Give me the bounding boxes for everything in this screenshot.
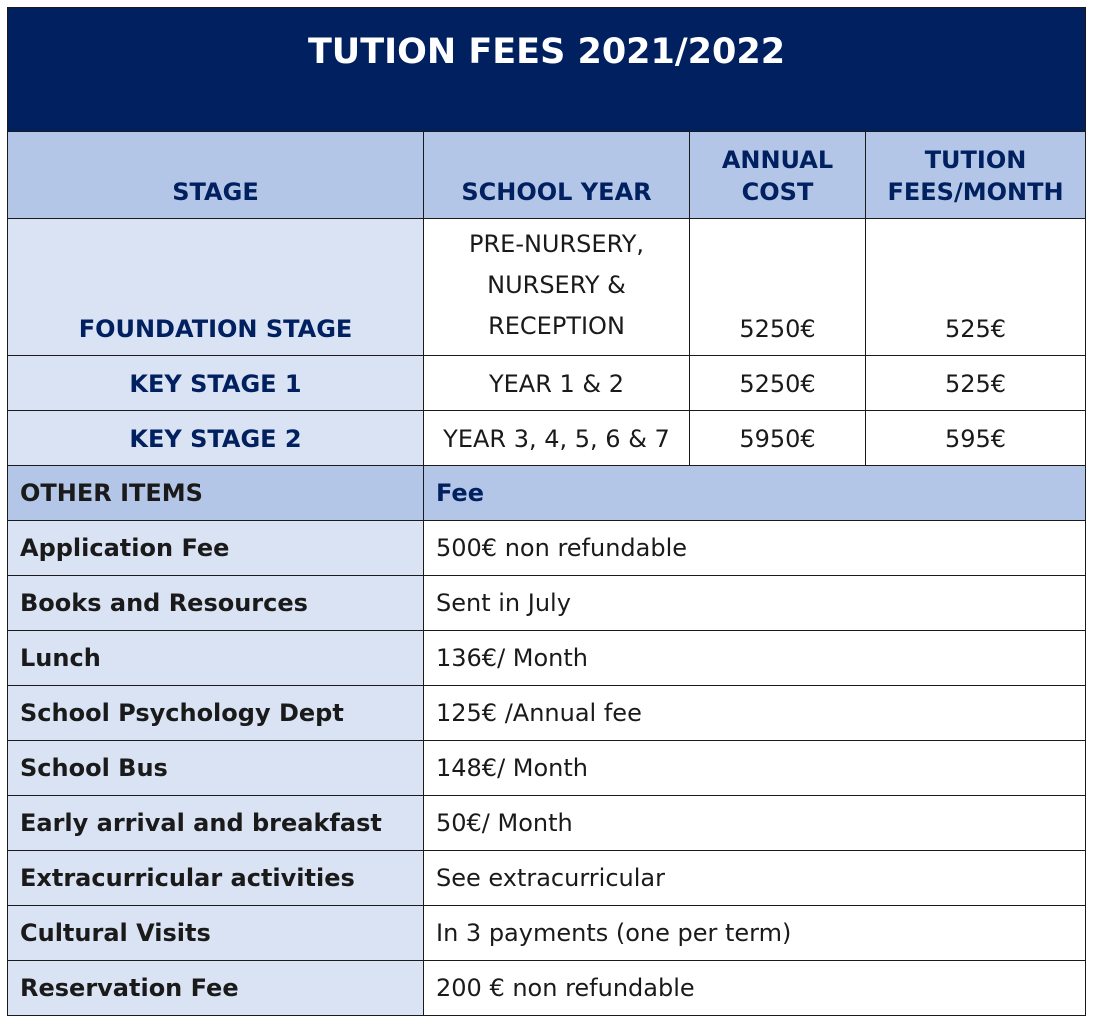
header-school-year: SCHOOL YEAR [424,132,690,219]
stage-school-year: YEAR 3, 4, 5, 6 & 7 [424,411,690,466]
item-fee: 500€ non refundable [424,521,1086,576]
item-label: Application Fee [8,521,424,576]
item-label: Books and Resources [8,576,424,631]
item-fee: See extracurricular [424,851,1086,906]
stage-name: KEY STAGE 1 [8,356,424,411]
stage-monthly-fee: 595€ [866,411,1086,466]
item-label: Early arrival and breakfast [8,796,424,851]
other-item-row [8,521,1086,576]
header-stage: STAGE [8,132,424,219]
item-label: Cultural Visits [8,906,424,961]
other-item-row [8,796,1086,851]
other-item-row [8,631,1086,686]
item-fee: 136€/ Month [424,631,1086,686]
stage-annual-cost: 5250€ [690,219,866,356]
item-fee: 125€ /Annual fee [424,686,1086,741]
stage-school-year: YEAR 1 & 2 [424,356,690,411]
item-fee: Sent in July [424,576,1086,631]
item-fee: 50€/ Month [424,796,1086,851]
page-title: TUTION FEES 2021/2022 [8,8,1086,132]
header-annual-cost: ANNUAL COST [690,132,866,219]
item-fee: In 3 payments (one per term) [424,906,1086,961]
other-item-row [8,851,1086,906]
other-item-row [8,741,1086,796]
other-item-row [8,961,1086,1016]
stage-annual-cost: 5250€ [690,356,866,411]
item-label: Extracurricular activities [8,851,424,906]
item-label: School Psychology Dept [8,686,424,741]
item-fee: 148€/ Month [424,741,1086,796]
stage-monthly-fee: 525€ [866,219,1086,356]
stage-annual-cost: 5950€ [690,411,866,466]
stage-row-foundation [8,219,1086,356]
header-row [8,132,1086,219]
item-label: Reservation Fee [8,961,424,1016]
fee-header: Fee [424,466,1086,521]
fees-table [7,7,1086,1016]
other-item-row [8,906,1086,961]
tuition-fees-sheet [7,7,1085,1016]
item-label: Lunch [8,631,424,686]
stage-name: KEY STAGE 2 [8,411,424,466]
item-label: School Bus [8,741,424,796]
item-fee: 200 € non refundable [424,961,1086,1016]
stage-name: FOUNDATION STAGE [8,219,424,356]
other-item-row [8,686,1086,741]
stage-row-key-stage-2 [8,411,1086,466]
header-monthly-fee: TUTION FEES/MONTH [866,132,1086,219]
other-item-row [8,576,1086,631]
stage-school-year: PRE-NURSERY, NURSERY & RECEPTION [424,219,690,356]
other-items-header-row [8,466,1086,521]
title-row [8,8,1086,132]
stage-monthly-fee: 525€ [866,356,1086,411]
other-items-header: OTHER ITEMS [8,466,424,521]
stage-row-key-stage-1 [8,356,1086,411]
